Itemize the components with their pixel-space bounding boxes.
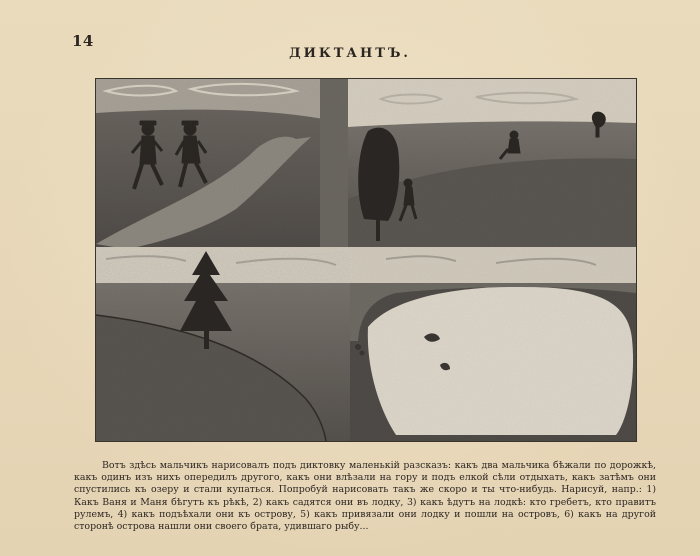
page-title: ДИКТАНТЪ. — [289, 46, 411, 61]
dictation-illustration — [95, 78, 637, 442]
dictation-caption: Вотъ здѣсь мальчикъ нарисовалъ подъ диктовку маленькій разсказъ: какъ два мальчика бѣжали по дорожкѣ, какъ одинъ изъ нихъ опередилъ другого, какъ они влѣзали на гору и подъ елкой сѣли отдыхать, какъ затѣмъ они спустились къ озеру и стали купаться. Попробуй нарисовать такъ же скоро и ты что-нибудь. Нарисуй, напр.: 1) Какъ Ваня и Маня бѣгутъ къ рѣкѣ, 2) какъ садятся они въ лодку, 3) какъ ѣдутъ на лодкѣ: кто гребетъ, кто правитъ рулемъ, 4) какъ подъѣхали они къ острову, 5) какъ привязали они лодку и пошли на островъ, 6) какъ на другой сторонѣ острова нашли они своего брата, удившаго рыбу... — [74, 460, 656, 533]
panel-hill-tree — [348, 79, 636, 249]
page-number: 14 — [72, 32, 94, 50]
panel-divider-horizontal — [96, 247, 636, 283]
dark-tree — [358, 128, 399, 221]
panel-boys-running — [96, 79, 324, 249]
panel-lake-island — [350, 283, 636, 441]
lake-water — [368, 287, 633, 435]
panel-divider-vertical — [320, 79, 350, 249]
illustration-drawing — [96, 79, 636, 441]
